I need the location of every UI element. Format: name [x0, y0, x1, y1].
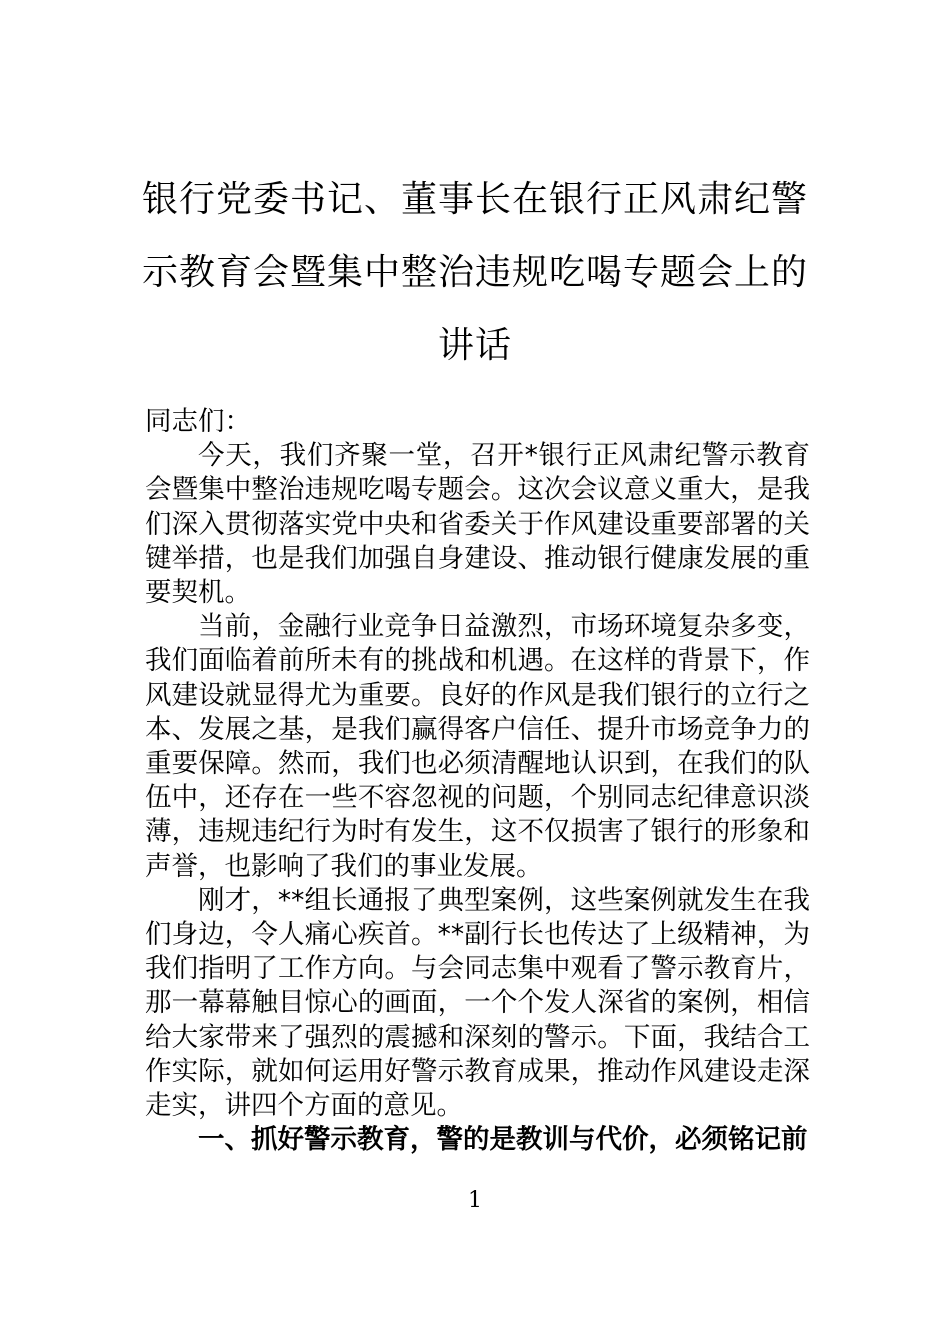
document-title: 银行党委书记、董事长在银行正风肃纪警示教育会暨集中整治违规吃喝专题会上的讲话	[141, 179, 808, 366]
salutation: 同志们：	[145, 406, 251, 437]
page-number: 1	[468, 1188, 482, 1213]
paragraph-background: 当前，金融行业竞争日益激烈，市场环境复杂多变，我们面临着前所未有的挑战和机遇。在这样的背景下，作风建设就显得尤为重要。良好的作风是我们银行的立行之本、发展之基，是我们赢得客户信任、提升市场竞争力的重要保障。然而，我们也必须清醒地认识到，在我们的队伍中，还存在一些不容忽视的问题，个别同志纪律意识淡薄，违规违纪行为时有发生，这不仅损害了银行的形象和声誉，也影响了我们的事业发展。	[145, 611, 810, 882]
paragraph-review: 刚才，**组长通报了典型案例，这些案例就发生在我们身边，令人痛心疾首。**副行长也传达了上级精神，为我们指明了工作方向。与会同志集中观看了警示教育片，那一幕幕触目惊心的画面，一个个发人深省的案例，相信给大家带来了强烈的震撼和深刻的警示。下面，我结合工作实际，就如何运用好警示教育成果，推动作风建设走深走实，讲四个方面的意见。	[145, 884, 810, 1122]
document-body	[145, 405, 810, 1157]
paragraph-opening: 今天，我们齐聚一堂，召开*银行正风肃纪警示教育会暨集中整治违规吃喝专题会。这次会议意义重大，是我们深入贯彻落实党中央和省委关于作风建设重要部署的关键举措，也是我们加强自身建设、推动银行健康发展的重要契机。	[145, 440, 810, 609]
section-heading-1: 一、抓好警示教育，警的是教训与代价，必须铭记前	[198, 1124, 808, 1156]
